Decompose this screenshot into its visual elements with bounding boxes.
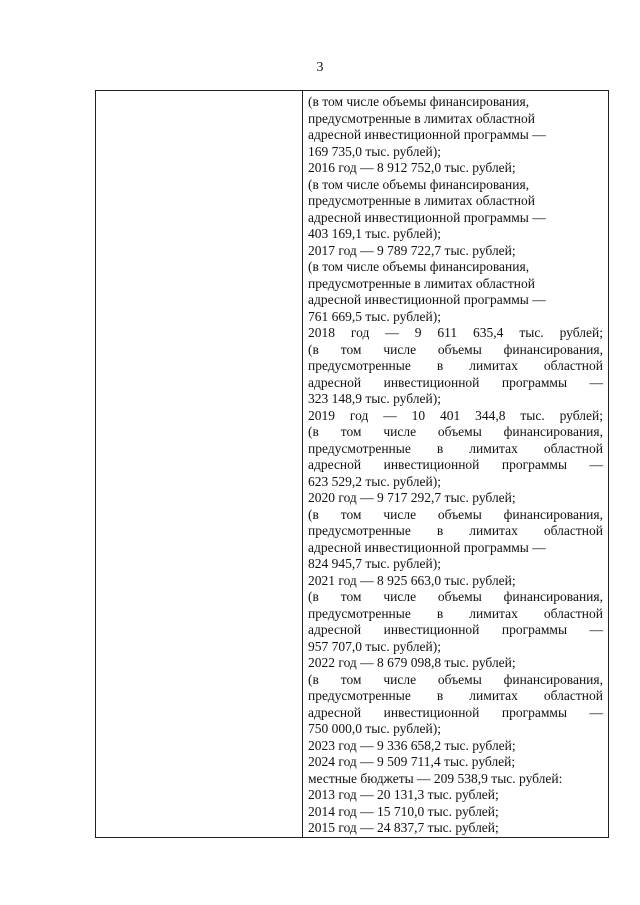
text-line: 2024 год — 9 509 711,4 тыс. рублей; bbox=[308, 754, 516, 769]
text-line: 169 735,0 тыс. рублей); bbox=[308, 143, 441, 159]
text-line: 403 169,1 тыс. рублей); bbox=[308, 226, 441, 241]
text-line: 824 945,7 тыс. рублей); bbox=[308, 556, 441, 571]
page-number: 3 bbox=[316, 60, 324, 75]
text-line: (в том числе объемы финансирования, bbox=[308, 506, 603, 522]
text-line: 623 529,2 тыс. рублей); bbox=[308, 473, 441, 489]
text-line: 2018 год — 9 611 635,4 тыс. рублей; bbox=[308, 325, 603, 340]
text-line: 761 669,5 тыс. рублей); bbox=[308, 308, 441, 324]
text-line: предусмотренные в лимитах областной bbox=[308, 440, 603, 456]
text-line: 323 148,9 тыс. рублей); bbox=[308, 391, 441, 406]
text-line: 2016 год — 8 912 752,0 тыс. рублей; bbox=[308, 160, 516, 175]
text-line: предусмотренные в лимитах областной bbox=[308, 688, 603, 703]
text-line: 2023 год — 9 336 658,2 тыс. рублей; bbox=[308, 737, 516, 753]
text-line: предусмотренные в лимитах областной bbox=[308, 605, 603, 621]
text-line: (в том числе объемы финансирования, bbox=[308, 424, 603, 439]
text-line: местные бюджеты — 209 538,9 тыс. рублей: bbox=[308, 770, 563, 786]
text-line: 2017 год — 9 789 722,7 тыс. рублей; bbox=[308, 242, 516, 258]
text-line: 2019 год — 10 401 344,8 тыс. рублей; bbox=[308, 407, 603, 423]
text-line: адресной инвестиционной программы — bbox=[308, 704, 603, 720]
text-line: адресной инвестиционной программы — bbox=[308, 457, 603, 472]
text-line: предусмотренные в лимитах областной bbox=[308, 110, 535, 126]
text-line: 2013 год — 20 131,3 тыс. рублей; bbox=[308, 787, 499, 802]
text-line: (в том числе объемы финансирования, bbox=[308, 259, 530, 274]
document-table bbox=[95, 90, 609, 838]
text-line: адресной инвестиционной программы — bbox=[308, 539, 546, 555]
text-line: 750 000,0 тыс. рублей); bbox=[308, 721, 441, 736]
text-line: адресной инвестиционной программы — bbox=[308, 209, 546, 225]
text-line: 2021 год — 8 925 663,0 тыс. рублей; bbox=[308, 572, 516, 588]
text-line: (в том числе объемы финансирования, bbox=[308, 94, 530, 109]
text-line: предусмотренные в лимитах областной bbox=[308, 193, 535, 208]
text-line: (в том числе объемы финансирования, bbox=[308, 341, 603, 357]
text-line: 2022 год — 8 679 098,8 тыс. рублей; bbox=[308, 655, 516, 670]
text-line: (в том числе объемы финансирования, bbox=[308, 671, 603, 687]
text-line: (в том числе объемы финансирования, bbox=[308, 176, 530, 192]
text-line: 2015 год — 24 837,7 тыс. рублей; bbox=[308, 820, 499, 835]
text-line: предусмотренные в лимитах областной bbox=[308, 358, 603, 373]
column-divider bbox=[302, 91, 303, 837]
text-line: 2020 год — 9 717 292,7 тыс. рублей; bbox=[308, 490, 516, 505]
text-line: предусмотренные в лимитах областной bbox=[308, 523, 603, 538]
text-line: (в том числе объемы финансирования, bbox=[308, 589, 603, 604]
text-line: 2014 год — 15 710,0 тыс. рублей; bbox=[308, 803, 499, 819]
text-line: адресной инвестиционной программы — bbox=[308, 622, 603, 637]
table-cell-right bbox=[308, 94, 603, 837]
text-line: 957 707,0 тыс. рублей); bbox=[308, 638, 441, 654]
text-line: адресной инвестиционной программы — bbox=[308, 374, 603, 390]
text-line: адресной инвестиционной программы — bbox=[308, 127, 546, 142]
text-line: адресной инвестиционной программы — bbox=[308, 292, 546, 307]
text-line: предусмотренные в лимитах областной bbox=[308, 275, 535, 291]
